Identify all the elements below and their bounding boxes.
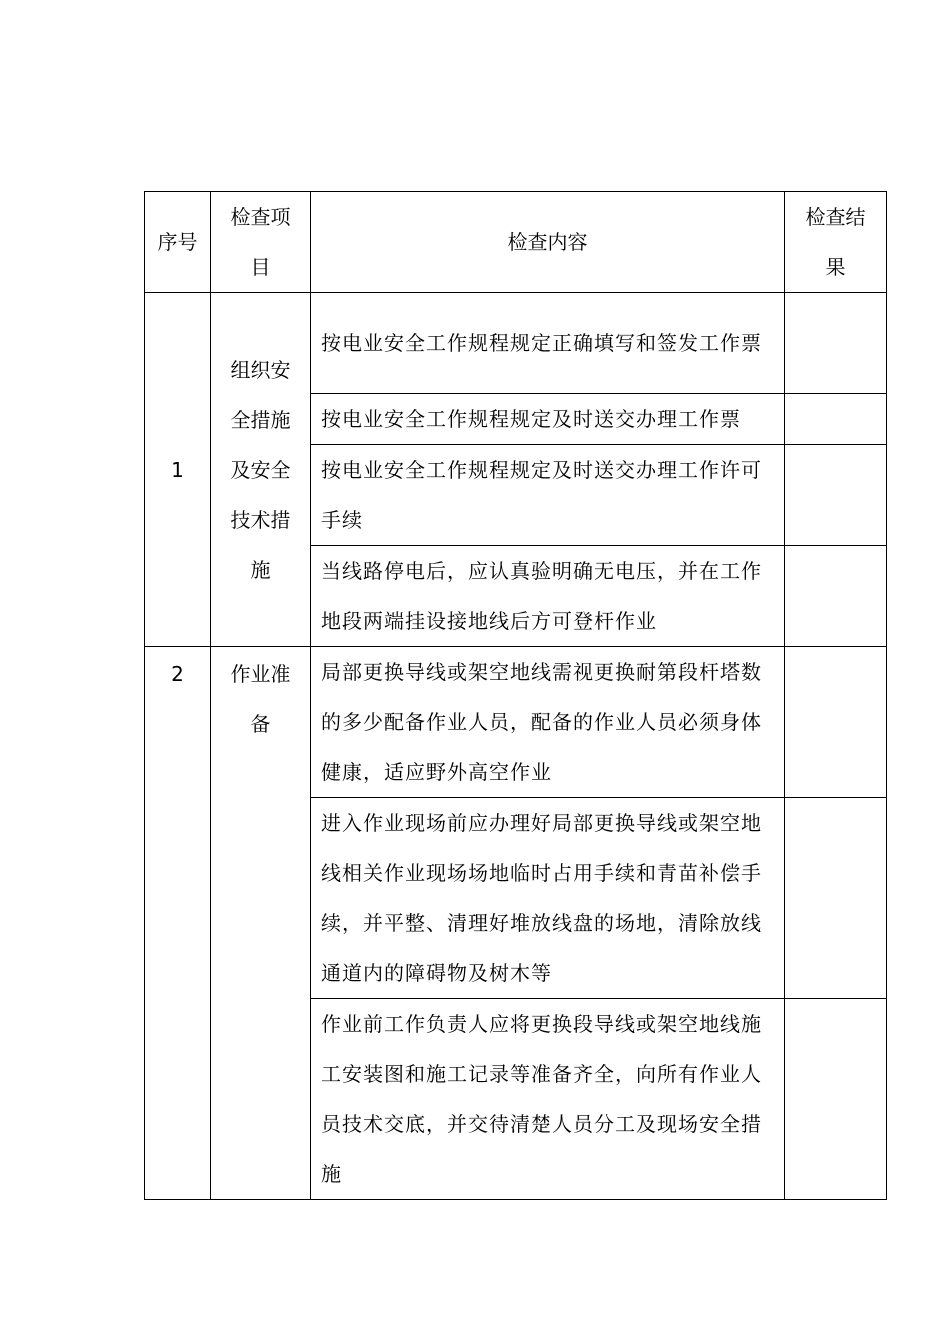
header-content: 检查内容 bbox=[311, 192, 785, 293]
check-content: 局部更换导线或架空地线需视更换耐第段杆塔数的多少配备作业人员，配备的作业人员必须身体健康，适应野外高空作业 bbox=[311, 647, 785, 798]
group-no: 1 bbox=[145, 293, 211, 647]
table-row bbox=[145, 647, 887, 798]
check-content: 按电业安全工作规程规定及时送交办理工作票 bbox=[311, 394, 785, 445]
check-result-cell[interactable] bbox=[785, 293, 887, 394]
check-content: 按电业安全工作规程规定正确填写和签发工作票 bbox=[311, 293, 785, 394]
check-result-cell[interactable] bbox=[785, 394, 887, 445]
group-no: 2 bbox=[145, 647, 211, 1200]
header-item: 检查项目 bbox=[211, 192, 311, 293]
group-item: 组织安全措施及安全技术措施 bbox=[211, 293, 311, 647]
inspection-table bbox=[144, 191, 887, 1200]
table-header-row bbox=[145, 192, 887, 293]
check-result-cell[interactable] bbox=[785, 546, 887, 647]
header-no: 序号 bbox=[145, 192, 211, 293]
check-result-cell[interactable] bbox=[785, 999, 887, 1200]
group-item: 作业准备 bbox=[211, 647, 311, 1200]
header-result: 检查结果 bbox=[785, 192, 887, 293]
check-content: 当线路停电后，应认真验明确无电压，并在工作地段两端挂设接地线后方可登杆作业 bbox=[311, 546, 785, 647]
table-row bbox=[145, 293, 887, 394]
check-result-cell[interactable] bbox=[785, 445, 887, 546]
check-content: 作业前工作负责人应将更换段导线或架空地线施工安装图和施工记录等准备齐全，向所有作业人员技术交底，并交待清楚人员分工及现场安全措施 bbox=[311, 999, 785, 1200]
check-content: 按电业安全工作规程规定及时送交办理工作许可手续 bbox=[311, 445, 785, 546]
check-result-cell[interactable] bbox=[785, 647, 887, 798]
check-result-cell[interactable] bbox=[785, 798, 887, 999]
check-content: 进入作业现场前应办理好局部更换导线或架空地线相关作业现场场地临时占用手续和青苗补偿手续，并平整、清理好堆放线盘的场地，清除放线通道内的障碍物及树木等 bbox=[311, 798, 785, 999]
